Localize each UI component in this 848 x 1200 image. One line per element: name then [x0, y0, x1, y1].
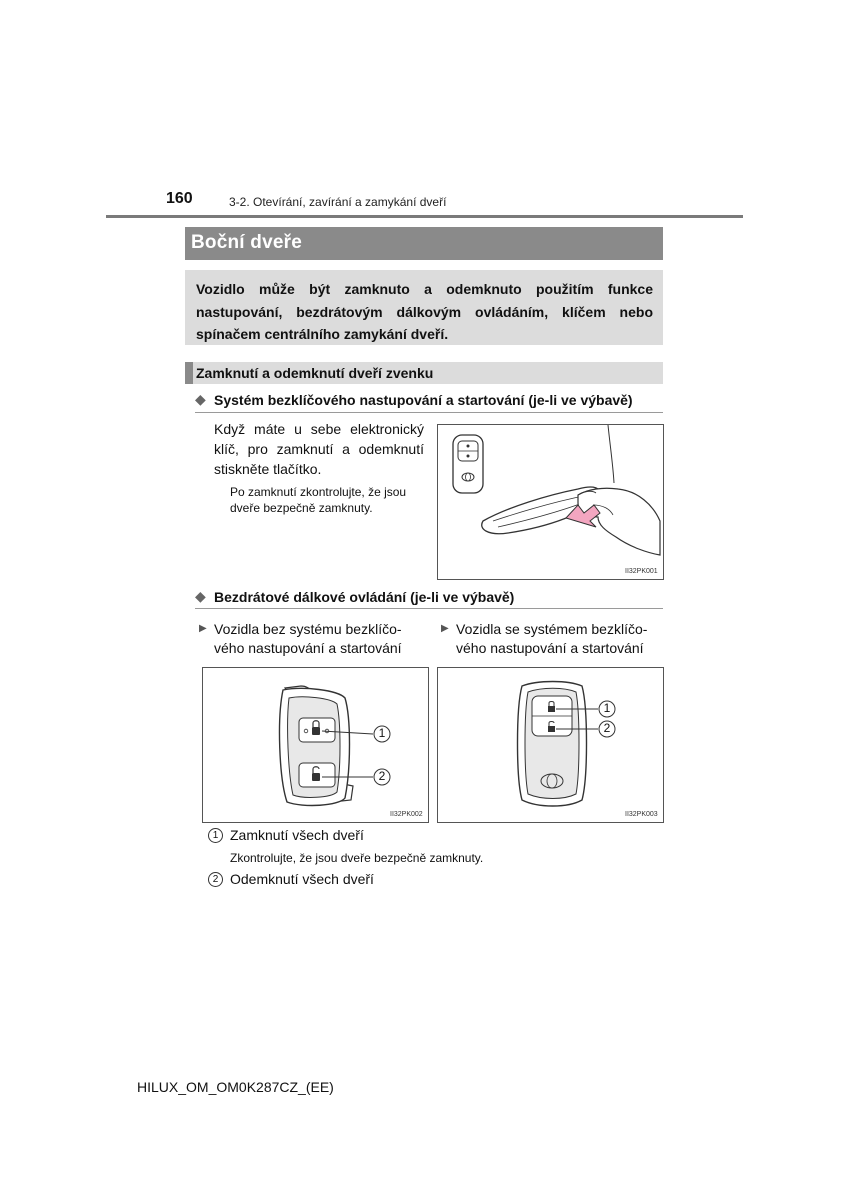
subsection-bar	[185, 362, 663, 384]
remote-heading-rule	[195, 608, 663, 609]
keyless-note-line-1: Po zamknutí zkontrolujte, že jsou	[230, 485, 407, 499]
smart-key-figure	[437, 667, 664, 823]
door-handle-illustration	[438, 425, 663, 579]
footer-code: HILUX_OM_OM0K287CZ_(EE)	[137, 1079, 334, 1095]
callout-2: 2	[378, 769, 386, 783]
subsection-title: Zamknutí a odemknutí dveří zvenku	[196, 365, 434, 381]
diamond-icon: ◆	[195, 391, 206, 407]
item-number-2: 2	[208, 872, 223, 887]
smart-key-illustration	[438, 668, 663, 822]
item-text-2: Odemknutí všech dveří	[230, 871, 374, 887]
flip-key-figure	[202, 667, 429, 823]
figure-code-1: II32PK001	[625, 568, 658, 575]
callout-1: 1	[378, 726, 386, 740]
triangle-icon: ▶	[441, 623, 449, 634]
intro-text: Vozidlo může být zamknuto a odemknuto použitím funkce nastupování, bezdrátovým dálkovým ovládáním, klíčem nebo spínačem centrálního zamykání dveří.	[196, 281, 653, 342]
keyless-text-line-1: Když máte u sebe elektronický	[214, 421, 424, 437]
keyless-text-line-3: stiskněte tlačítko.	[214, 461, 322, 477]
left-col-label-line-1: Vozidla bez systému bezklíčo-	[214, 621, 402, 637]
keyless-heading: Systém bezklíčového nastupování a startování (je-li ve výbavě)	[214, 392, 633, 408]
figure-code-3: II32PK003	[625, 811, 658, 818]
right-col-label-line-2: vého nastupování a startování	[456, 640, 644, 656]
page-title: Boční dveře	[191, 232, 302, 253]
callout-2: 2	[603, 721, 611, 735]
right-col-label-line-1: Vozidla se systémem bezklíčo-	[456, 621, 648, 637]
left-col-label-line-2: vého nastupování a startování	[214, 640, 402, 656]
intro-box	[185, 270, 663, 345]
item-note-1: Zkontrolujte, že jsou dveře bezpečně zamknuty.	[230, 851, 484, 865]
header-divider	[106, 215, 743, 218]
diamond-icon: ◆	[195, 588, 206, 604]
triangle-icon: ▶	[199, 623, 207, 634]
figure-code-2: II32PK002	[390, 811, 423, 818]
keyless-note-line-2: dveře bezpečně zamknuty.	[230, 501, 373, 515]
remote-heading: Bezdrátové dálkové ovládání (je-li ve výbavě)	[214, 589, 515, 605]
section-path: 3-2. Otevírání, zavírání a zamykání dveří	[229, 195, 447, 209]
keyless-figure	[437, 424, 664, 580]
keyless-heading-rule	[195, 412, 663, 413]
callout-1: 1	[603, 701, 611, 715]
item-text-1: Zamknutí všech dveří	[230, 827, 364, 843]
item-number-1: 1	[208, 828, 223, 843]
flip-key-illustration	[203, 668, 428, 822]
page-number: 160	[166, 190, 193, 207]
subsection-bar-edge	[185, 362, 193, 384]
keyless-text-line-2: klíč, pro zamknutí a odemknutí	[214, 441, 424, 457]
page-title-bar	[185, 227, 663, 260]
